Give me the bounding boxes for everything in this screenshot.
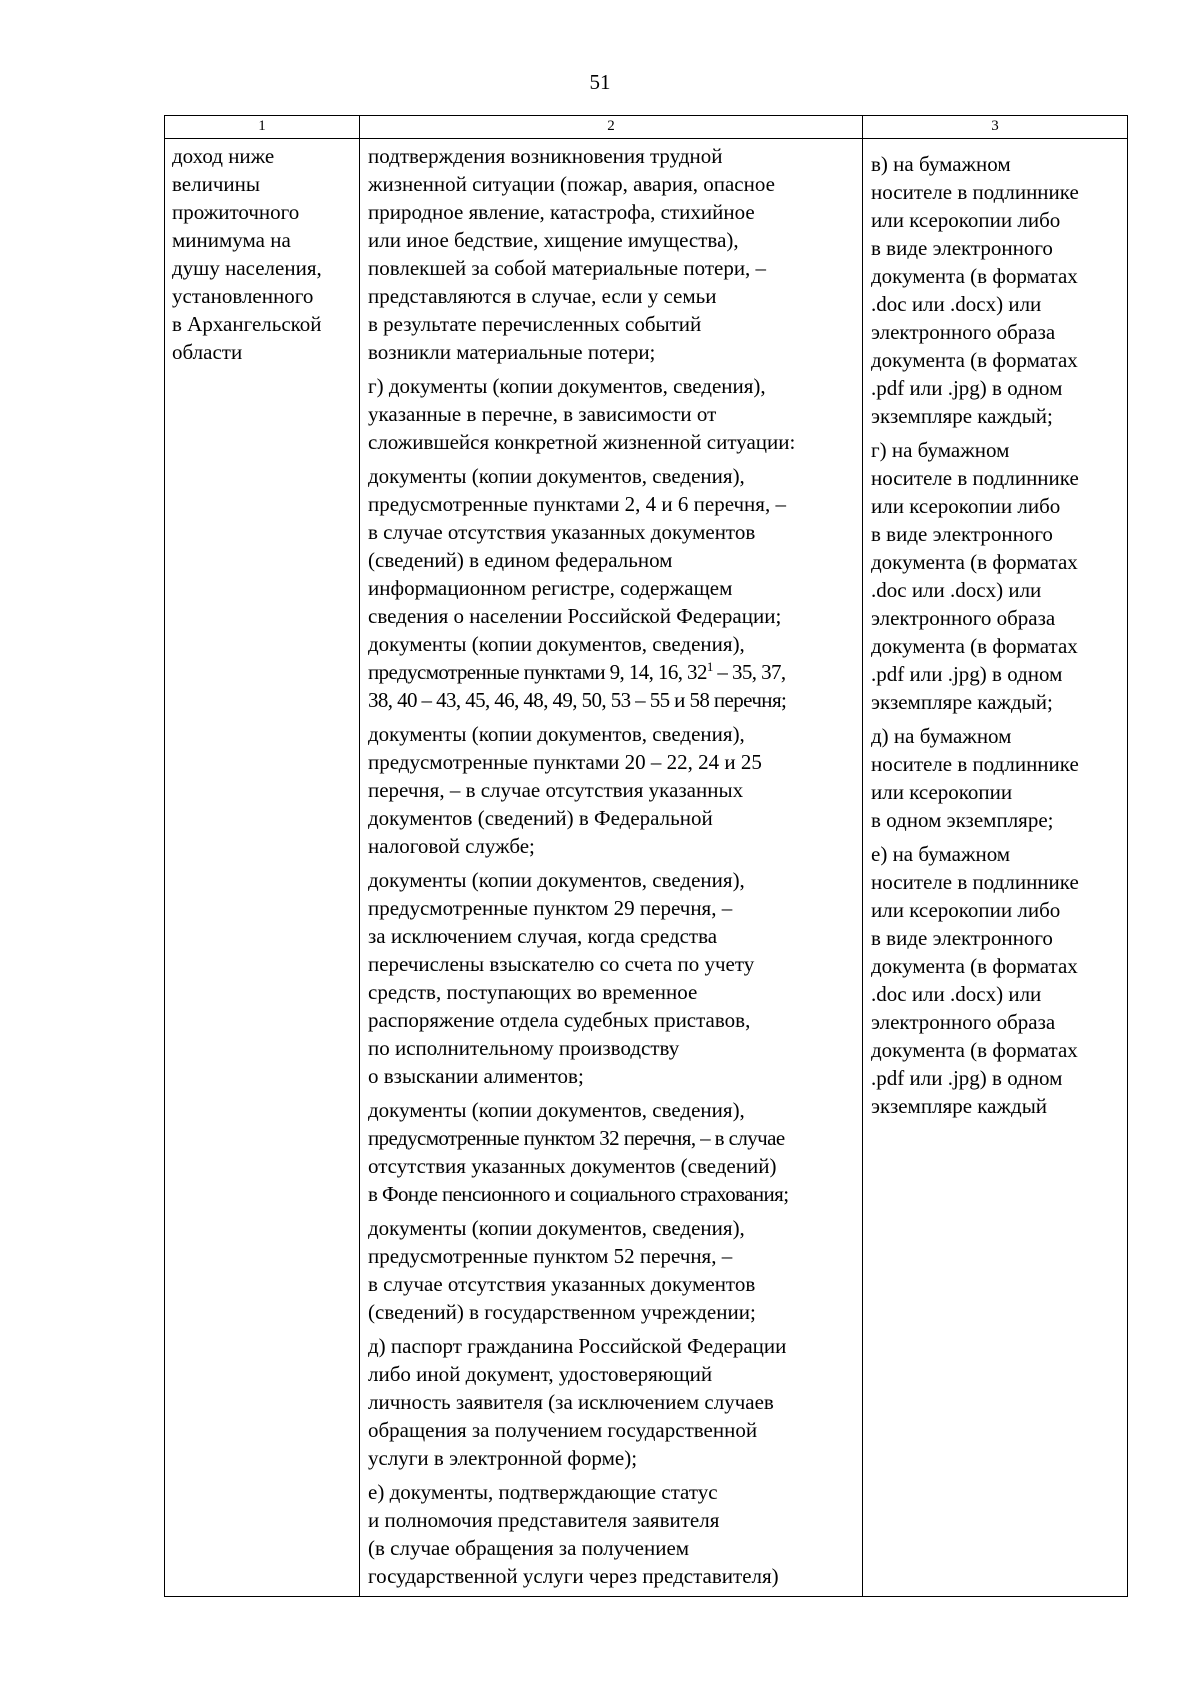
column-header-2: 2: [360, 116, 863, 139]
submission-paragraph-2: г) на бумажном носителе в подлиннике или ксерокопии либо в виде электронного документа (в форматах .doc или .docx) или электронного образа документа (в форматах .pdf или .jpg) в одном экземпляре каждый;: [871, 438, 1079, 714]
documents-cell: [360, 139, 863, 1597]
documents-paragraph-3-text: документы (копии документов, сведения), предусмотренные пунктами 2, 4 и 6 перечня, – в случае отсутствия указанных документов (сведений) в едином федеральном информационном регистре, содержащем сведения о населении Российской Федерации; документы (копии документов, сведения),: [368, 464, 786, 656]
column-header-3: 3: [863, 116, 1128, 139]
documents-paragraph-3-last-line: 38, 40 – 43, 45, 46, 48, 49, 50, 53 – 55 и 58 перечня;: [368, 688, 787, 712]
criteria-text: доход ниже величины прожиточного минимума на душу населения, установленного в Архангельской области: [172, 144, 322, 364]
document-table: [164, 115, 1128, 1597]
documents-paragraph-6: документы (копии документов, сведения), предусмотренные пунктом 32 перечня, – в случае отсутствия указанных документов (сведений) в Фонде пенсионного и социального страхования;: [368, 1098, 789, 1206]
documents-paragraph-7: документы (копии документов, сведения), предусмотренные пунктом 52 перечня, – в случае отсутствия указанных документов (сведений) в государственном учреждении;: [368, 1216, 756, 1324]
page-number: 51: [589, 70, 611, 94]
submission-form-cell: [863, 139, 1128, 1597]
submission-paragraph-1: в) на бумажном носителе в подлиннике или ксерокопии либо в виде электронного документа (в форматах .doc или .docx) или электронного образа документа (в форматах .pdf или .jpg) в одном экземпляре каждый;: [871, 152, 1079, 428]
superscript-marker: 1: [706, 659, 713, 674]
submission-paragraph-3: д) на бумажном носителе в подлиннике или ксерокопии в одном экземпляре;: [871, 724, 1079, 832]
documents-paragraph-1: подтверждения возникновения трудной жизненной ситуации (пожар, авария, опасное природное явление, катастрофа, стихийное или иное бедствие, хищение имущества), повлекшей за собой материальные потери, – представляются в случае, если у семьи в результате перечисленных событий возникли материальные потери;: [368, 144, 775, 364]
documents-paragraph-4: документы (копии документов, сведения), предусмотренные пунктами 20 – 22, 24 и 25 перечня, – в случае отсутствия указанных документов (сведений) в Федеральной налоговой службе;: [368, 722, 762, 858]
submission-paragraph-4: е) на бумажном носителе в подлиннике или ксерокопии либо в виде электронного документа (в форматах .doc или .docx) или электронного образа документа (в форматах .pdf или .jpg) в одном экземпляре каждый: [871, 842, 1079, 1118]
documents-paragraph-5: документы (копии документов, сведения), предусмотренные пунктом 29 перечня, – за исключением случая, когда средства перечислены взыскателю со счета по учету средств, поступающих во временное распоряжение отдела судебных приставов, по исполнительному производству о взыскании алиментов;: [368, 868, 755, 1088]
documents-paragraph-3-points: предусмотренные пунктами 9, 14, 16, $32^1 - 35$, 37,: [368, 659, 786, 684]
table-row: [165, 139, 1128, 1597]
documents-paragraph-9: е) документы, подтверждающие статус и полномочия представителя заявителя (в случае обращения за получением государственной услуги через представителя): [368, 1480, 779, 1588]
criteria-cell: [165, 139, 360, 1597]
table-header-row: [165, 116, 1128, 139]
documents-paragraph-2: г) документы (копии документов, сведения), указанные в перечне, в зависимости от сложившейся конкретной жизненной ситуации:: [368, 374, 796, 454]
documents-paragraph-8: д) паспорт гражданина Российской Федерации либо иной документ, удостоверяющий личность заявителя (за исключением случаев обращения за получением государственной услуги в электронной форме);: [368, 1334, 787, 1470]
documents-paragraph-3: [368, 462, 858, 714]
column-header-1: 1: [165, 116, 360, 139]
